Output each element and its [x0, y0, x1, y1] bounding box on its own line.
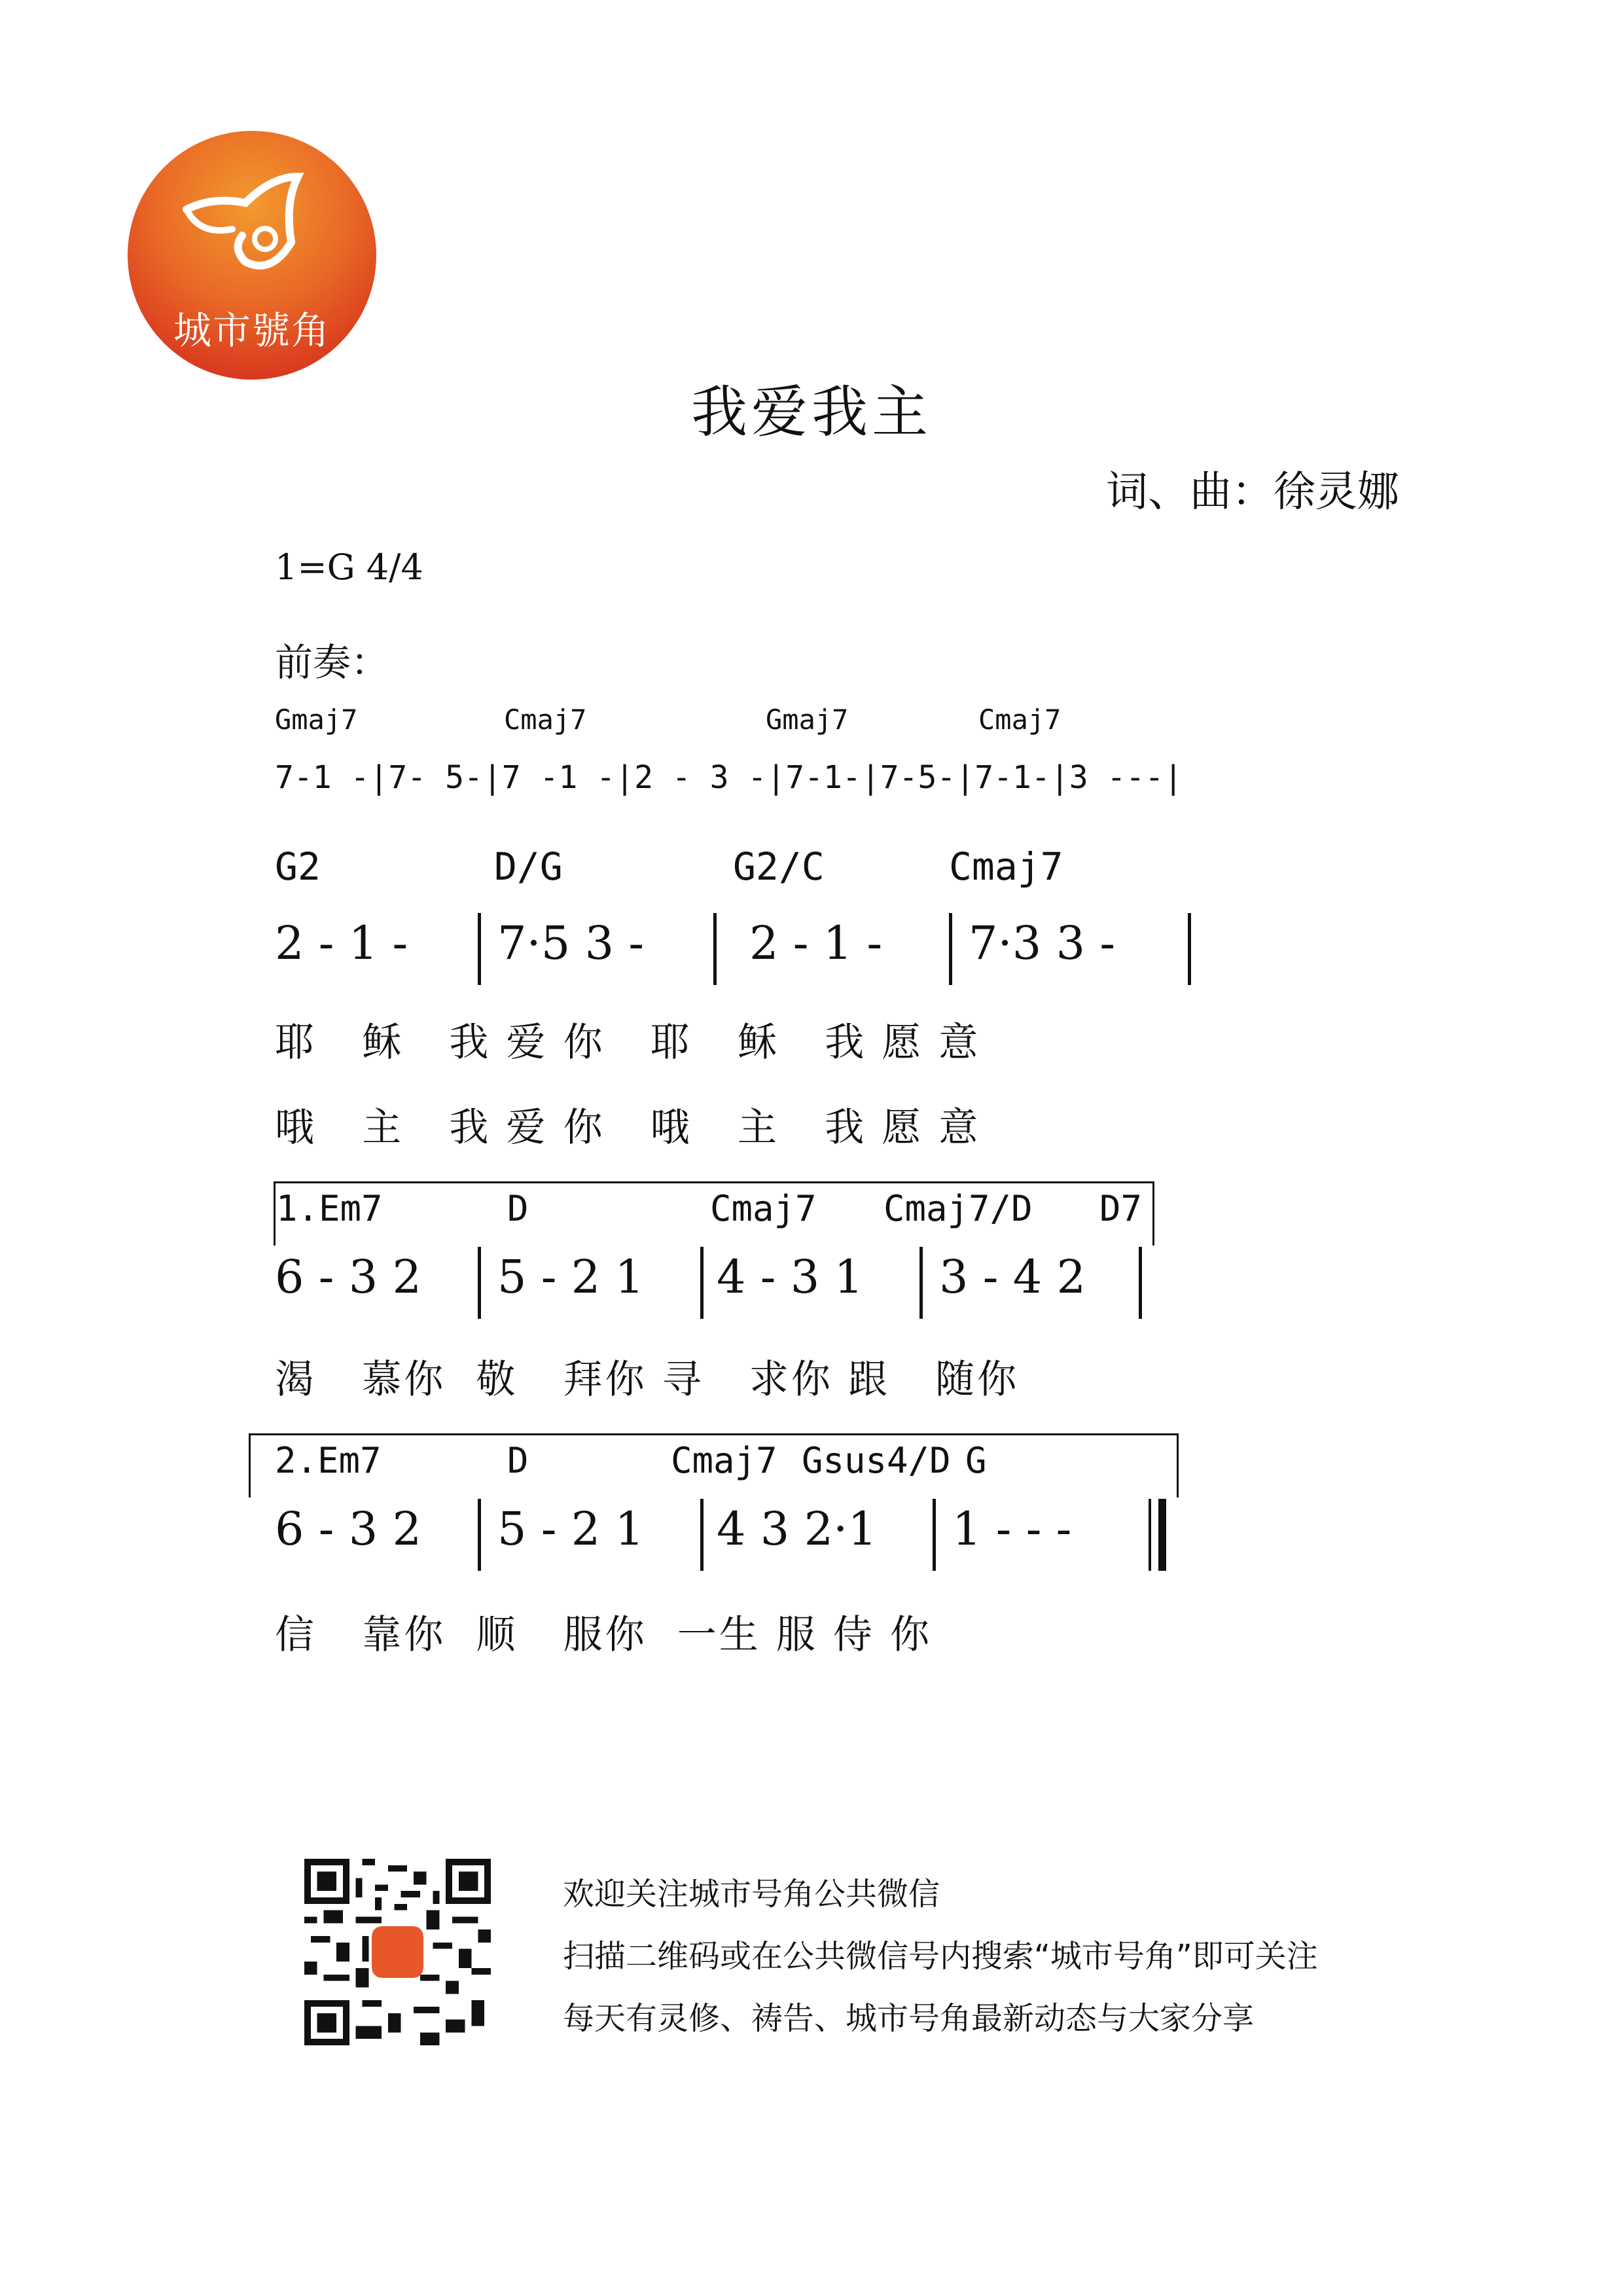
ending1-chord: D [507, 1188, 529, 1229]
ending2-chord: 2.Em7 [275, 1440, 382, 1481]
barline [933, 1499, 936, 1571]
ending2-chord: G [965, 1440, 987, 1481]
intro-label: 前奏： [275, 640, 389, 685]
verse-chord: D/G [494, 844, 563, 889]
ending2-measure: 5 - 2 1 [497, 1502, 645, 1556]
ending1-measure: 4 - 3 1 [717, 1250, 864, 1304]
intro-chord: Gmaj7 [275, 704, 358, 736]
intro-chord: Cmaj7 [978, 704, 1061, 736]
verse-chord: Cmaj7 [949, 844, 1063, 889]
ending2-lyrics: 信 靠你 顺 服你 一生 服 侍 你 [275, 1612, 932, 1658]
ending1-chord: Cmaj7/D [883, 1188, 1033, 1229]
verse-chord: G2/C [733, 844, 825, 889]
final-barline-thin [1149, 1499, 1151, 1571]
verse-measure: 7·5 3 - [497, 916, 645, 970]
brand-logo [128, 131, 376, 380]
barline [478, 913, 481, 985]
song-title: 我爱我主 [691, 380, 932, 445]
ending2-chord: D [507, 1440, 529, 1481]
ending1-measure: 3 - 4 2 [939, 1250, 1086, 1304]
verse-measure: 2 - 1 - [275, 916, 408, 970]
qr-code [304, 1859, 491, 2045]
barline [949, 913, 952, 985]
barline [713, 913, 717, 985]
ending1-chord: Cmaj7 [710, 1188, 817, 1229]
intro-chord: Cmaj7 [504, 704, 587, 736]
footer-line-3: 每天有灵修、祷告、城市号角最新动态与大家分享 [563, 2000, 1255, 2037]
ending1-lyrics: 渴 慕你 敬 拜你 寻 求你 跟 随你 [275, 1357, 1020, 1403]
footer-line-2: 扫描二维码或在公共微信号内搜索“城市号角”即可关注 [563, 1938, 1318, 1975]
key-time-signature: 1=G 4/4 [275, 547, 423, 588]
barline [700, 1247, 704, 1319]
ending2-measure: 6 - 3 2 [275, 1502, 422, 1556]
barline [478, 1247, 481, 1319]
verse-lyrics-2: 哦 主 我 爱 你 哦 主 我 愿 意 [275, 1105, 981, 1151]
footer-line-1: 欢迎关注城市号角公共微信 [563, 1876, 940, 1912]
barline [1139, 1247, 1142, 1319]
verse-measure: 2 - 1 - [749, 916, 883, 970]
ending1-chord: D7 [1099, 1188, 1143, 1229]
logo-text: 城市號角 [173, 308, 330, 353]
horn-icon [173, 164, 330, 295]
ending1-chord: 1.Em7 [276, 1188, 383, 1229]
ending2-measure: 4 3 2·1 [717, 1502, 877, 1556]
intro-notes: 7-1 -|7- 5-|7 -1 -|2 - 3 -|7-1-|7-5-|7-1-|3 ---| [275, 759, 1183, 796]
ending2-measure: 1 - - - [952, 1502, 1072, 1556]
verse-measure: 7·3 3 - [969, 916, 1116, 970]
barline [478, 1499, 481, 1571]
intro-chord: Gmaj7 [766, 704, 849, 736]
barline [700, 1499, 704, 1571]
song-author: 词、曲：徐灵娜 [1106, 468, 1399, 516]
barline [919, 1247, 923, 1319]
ending2-chord: Cmaj7 [671, 1440, 777, 1481]
verse-lyrics-1: 耶 稣 我 爱 你 耶 稣 我 愿 意 [275, 1020, 981, 1066]
ending2-chord: Gsus4/D [802, 1440, 951, 1481]
verse-chord: G2 [275, 844, 321, 889]
ending1-measure: 6 - 3 2 [275, 1250, 422, 1304]
barline [1188, 913, 1191, 985]
final-barline-thick [1158, 1499, 1166, 1571]
ending1-measure: 5 - 2 1 [497, 1250, 645, 1304]
